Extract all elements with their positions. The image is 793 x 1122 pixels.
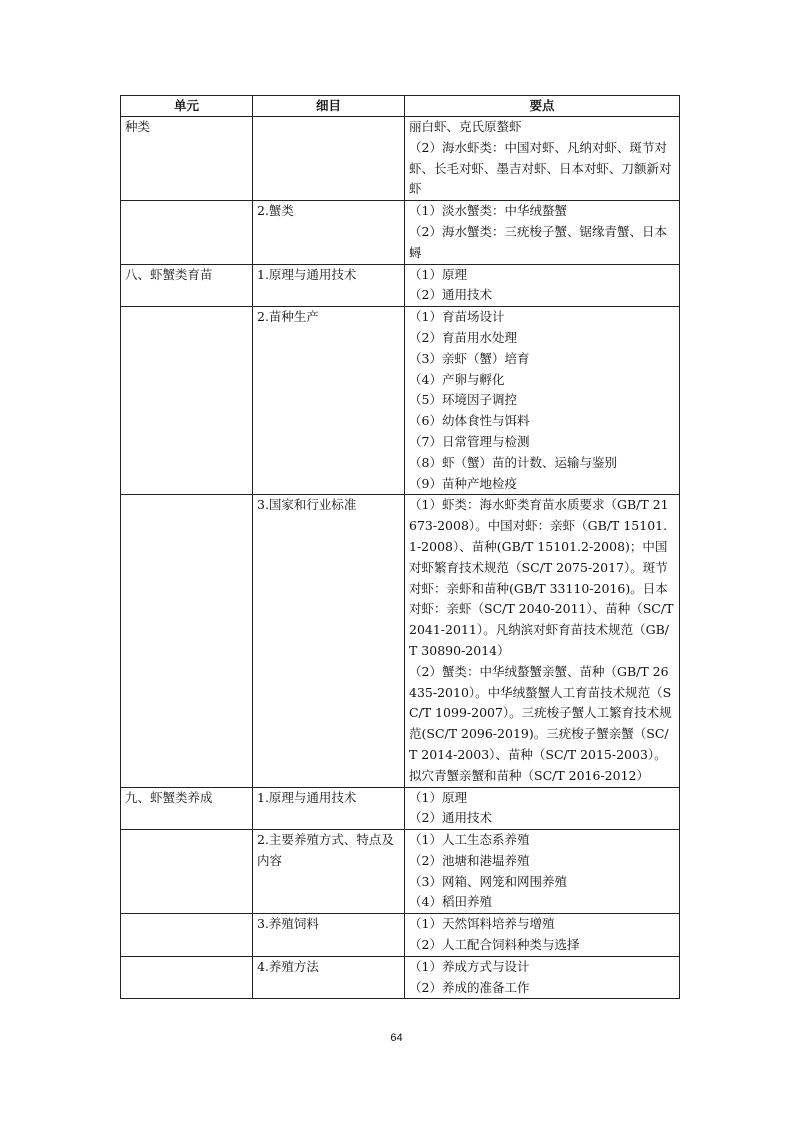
unit-cell	[121, 830, 253, 914]
points-cell	[405, 787, 680, 830]
points-cell	[405, 830, 680, 914]
detail-cell: 2.主要养殖方式、特点及内容	[253, 830, 405, 914]
point-item: （7）日常管理与检测	[409, 433, 530, 449]
point-item: （9）苗种产地检疫	[409, 475, 517, 491]
point-item: （1）原理	[409, 789, 467, 805]
header-points: 要点	[405, 96, 680, 117]
points-cell	[405, 117, 680, 201]
point-item: （1）养成方式与设计	[409, 958, 530, 974]
unit-cell: 种类	[121, 117, 253, 201]
point-item: （8）虾（蟹）苗的计数、运输与鉴别	[409, 454, 617, 470]
table-row	[121, 830, 680, 914]
table-row	[121, 914, 680, 957]
point-item: （2）通用技术	[409, 810, 492, 826]
table-row	[121, 956, 680, 999]
detail-cell	[253, 117, 405, 201]
table-row	[121, 201, 680, 264]
points-cell	[405, 201, 680, 264]
detail-cell: 3.国家和行业标准	[253, 495, 405, 787]
table-row	[121, 787, 680, 830]
point-item: （2）通用技术	[409, 287, 492, 303]
point-item: （2）育苗用水处理	[409, 329, 517, 345]
detail-cell: 3.养殖饲料	[253, 914, 405, 957]
point-item: （4）稻田养殖	[409, 894, 492, 910]
unit-cell: 八、虾蟹类育苗	[121, 264, 253, 307]
table-row	[121, 117, 680, 201]
table-header-row	[121, 96, 680, 117]
detail-cell: 4.养殖方法	[253, 956, 405, 999]
unit-cell: 九、虾蟹类养成	[121, 787, 253, 830]
detail-cell: 1.原理与通用技术	[253, 787, 405, 830]
unit-cell	[121, 201, 253, 264]
point-item: （3）亲虾（蟹）培育	[409, 350, 530, 366]
point-item: （2）人工配合饲料种类与选择	[409, 937, 580, 953]
points-cell	[405, 914, 680, 957]
point-item: （2）养成的准备工作	[409, 979, 530, 995]
point-item: （2）池塘和港塭养殖	[409, 852, 530, 868]
unit-cell	[121, 956, 253, 999]
point-item: （1）原理	[409, 266, 467, 282]
page-number: 64	[390, 1032, 403, 1044]
unit-cell	[121, 914, 253, 957]
point-item: 丽白虾、克氏原螯虾	[409, 119, 522, 134]
points-cell	[405, 956, 680, 999]
detail-cell: 1.原理与通用技术	[253, 264, 405, 307]
point-item: （1）淡水蟹类：中华绒螯蟹	[409, 203, 567, 219]
point-item: （5）环境因子调控	[409, 392, 517, 408]
points-cell	[405, 495, 680, 787]
table-row	[121, 307, 680, 495]
point-item: （4）产卵与孵化	[409, 371, 505, 387]
unit-cell	[121, 307, 253, 495]
table-row	[121, 264, 680, 307]
point-item: （1）人工生态系养殖	[409, 832, 530, 848]
point-item: （1）天然饵料培养与增殖	[409, 916, 555, 932]
header-detail: 细目	[253, 96, 405, 117]
points-cell	[405, 264, 680, 307]
point-item: （3）网箱、网笼和网围养殖	[409, 873, 567, 889]
point-item: （1）虾类：海水虾类育苗水质要求（GB/T 21673-2008）。中国对虾：亲虾（GB/T 15101.1-2008）、苗种(GB/T 15101.2-2008)；中国对虾繁育技术规范（SC/T 2075-2017）。斑节对虾：亲虾和苗种(GB/T 33110-2016)。日本对虾：亲虾（SC/T 2040-2011）、苗种（SC/T 2041-2011）。凡纳滨对虾育苗技术规范（GB/T 30890-2014）	[409, 497, 674, 658]
detail-cell: 2.蟹类	[253, 201, 405, 264]
point-item: （2）蟹类：中华绒螯蟹亲蟹、苗种（GB/T 26435-2010）。中华绒螯蟹人工育苗技术规范（SC/T 1099-2007）。三疣梭子蟹人工繁育技术规范(SC/T 2096-2019)。三疣梭子蟹亲蟹（SC/T 2014-2003）、苗种（SC/T 2015-2003）。拟穴青蟹亲蟹和苗种（SC/T 2016-2012）	[409, 663, 672, 783]
point-item: （6）幼体食性与饵料	[409, 413, 530, 429]
unit-cell	[121, 495, 253, 787]
header-unit: 单元	[121, 96, 253, 117]
syllabus-table	[120, 95, 680, 999]
detail-cell: 2.苗种生产	[253, 307, 405, 495]
points-cell	[405, 307, 680, 495]
table-row	[121, 495, 680, 787]
point-item: （2）海水蟹类：三疣梭子蟹、锯缘青蟹、日本蟳	[409, 223, 667, 260]
point-item: （1）育苗场设计	[409, 309, 505, 325]
point-item: （2）海水虾类：中国对虾、凡纳对虾、斑节对虾、长毛对虾、墨吉对虾、日本对虾、刀额新对虾	[409, 139, 672, 197]
